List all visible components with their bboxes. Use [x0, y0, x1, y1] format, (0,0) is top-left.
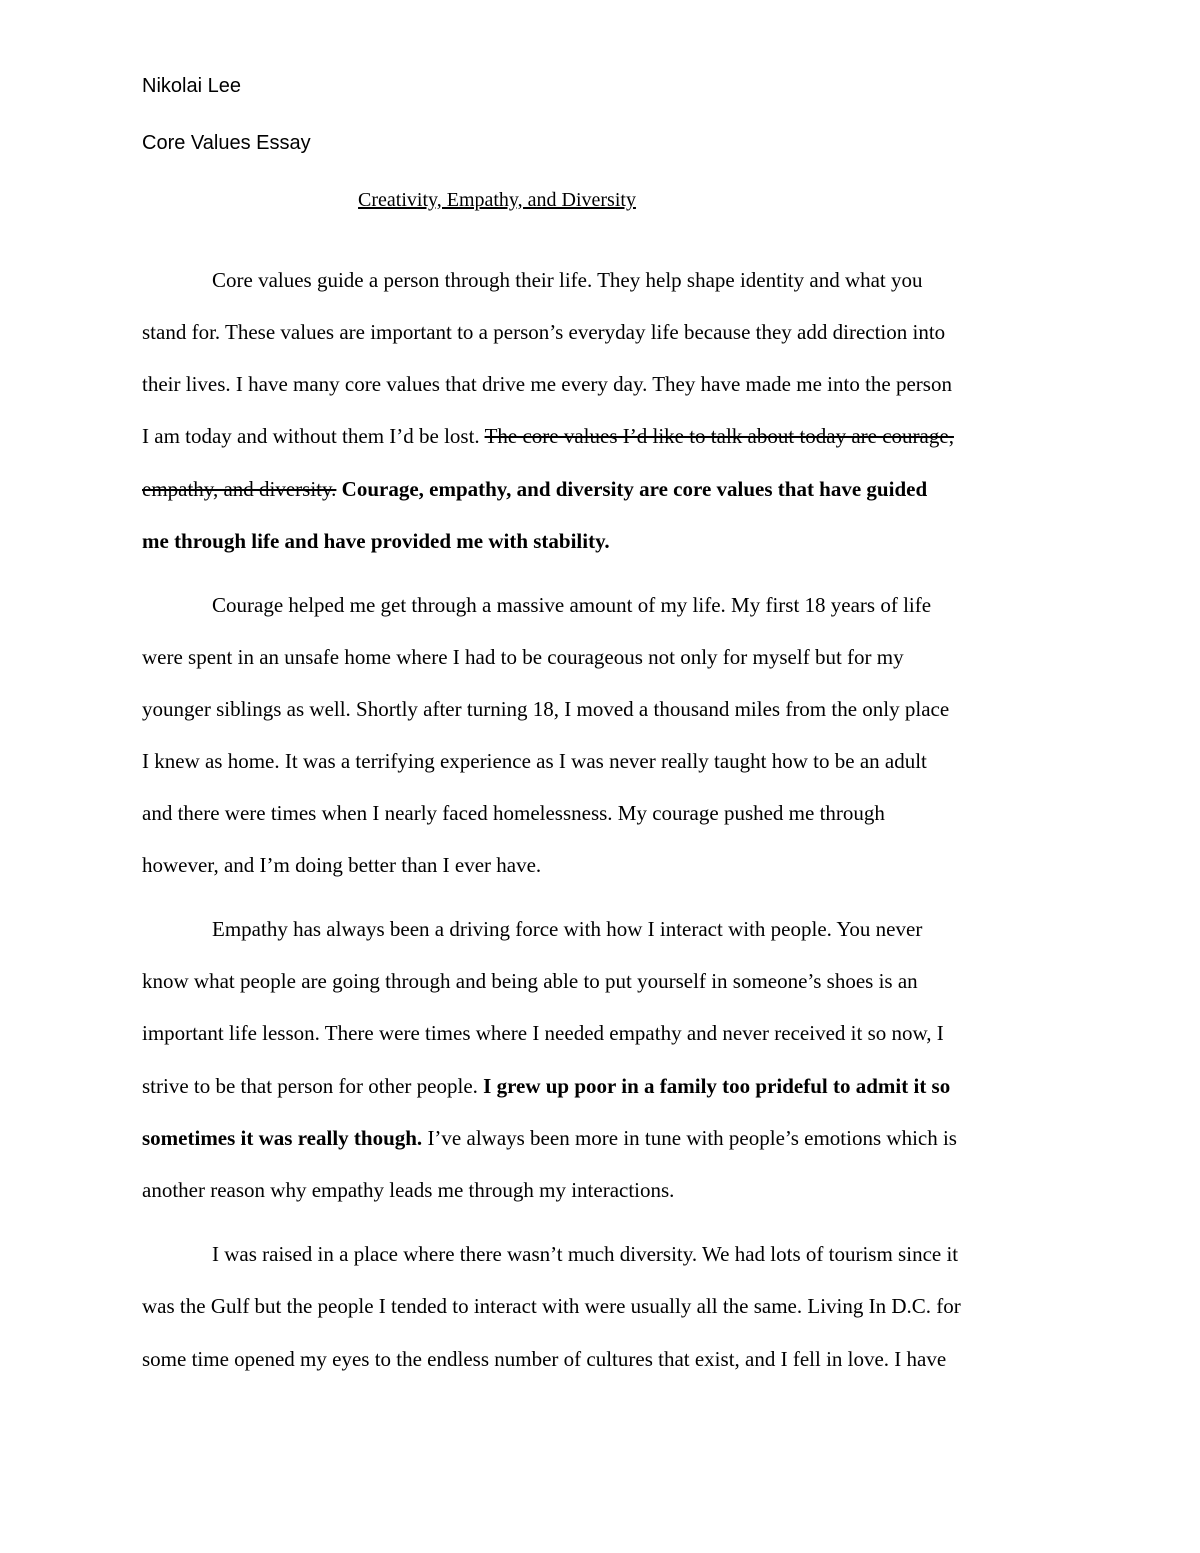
struck-thesis-sentence-end: empathy, and diversity. [142, 477, 337, 501]
p2-line-2: were spent in an unsafe home where I had to be courageous not only for myself but for my [142, 645, 904, 669]
p2-line-3: younger siblings as well. Shortly after turning 18, I moved a thousand miles from the only place [142, 697, 950, 721]
p3-line-5 [142, 1125, 957, 1151]
p3-line-5-text: I’ve always been more in tune with people’s emotions which is [422, 1126, 957, 1150]
p3-line-2: know what people are going through and being able to put yourself in someone’s shoes is an [142, 969, 918, 993]
p1-line-4-text: I am today and without them I’d be lost. [142, 424, 485, 448]
p4-line-2: was the Gulf but the people I tended to interact with were usually all the same. Living In D.C. for [142, 1294, 961, 1318]
p3-line-4 [142, 1073, 950, 1099]
p2-line-4: I knew as home. It was a terrifying experience as I was never really taught how to be an adult [142, 749, 927, 773]
p3-line-3: important life lesson. There were times where I needed empathy and never received it so now, I [142, 1021, 944, 1045]
p1-line-4 [142, 423, 954, 449]
p2-line-1: Courage helped me get through a massive amount of my life. My first 18 years of life [212, 593, 932, 617]
bold-inserted-sentence: I grew up poor in a family too prideful to admit it so [483, 1074, 951, 1098]
struck-thesis-sentence: The core values I’d like to talk about today are courage, [484, 424, 954, 448]
bold-inserted-sentence-end: sometimes it was really though. [142, 1126, 423, 1150]
author-name: Nikolai Lee [142, 75, 241, 97]
essay-title: Creativity, Empathy, and Diversity [358, 189, 636, 211]
p4-line-3: some time opened my eyes to the endless number of cultures that exist, and I fell in love. I have [142, 1347, 947, 1371]
p3-line-4-text: strive to be that person for other people. [142, 1074, 484, 1098]
p4-line-1: I was raised in a place where there wasn’t much diversity. We had lots of tourism since it [212, 1242, 959, 1266]
p2-line-5: and there were times when I nearly faced homelessness. My courage pushed me through [142, 801, 885, 825]
p1-line-3: their lives. I have many core values that drive me every day. They have made me into the person [142, 372, 952, 396]
p1-line-6: me through life and have provided me with stability. [142, 529, 610, 553]
p1-line-2: stand for. These values are important to a person’s everyday life because they add direction into [142, 320, 946, 344]
p3-line-6: another reason why empathy leads me through my interactions. [142, 1178, 675, 1202]
p3-line-1: Empathy has always been a driving force with how I interact with people. You never [212, 917, 923, 941]
p1-line-5 [142, 476, 927, 502]
p2-line-6: however, and I’m doing better than I ever have. [142, 853, 542, 877]
revised-thesis-sentence: Courage, empathy, and diversity are core values that have guided [336, 477, 928, 501]
p1-line-1: Core values guide a person through their life. They help shape identity and what you [212, 268, 923, 292]
assignment-title: Core Values Essay [142, 132, 311, 154]
